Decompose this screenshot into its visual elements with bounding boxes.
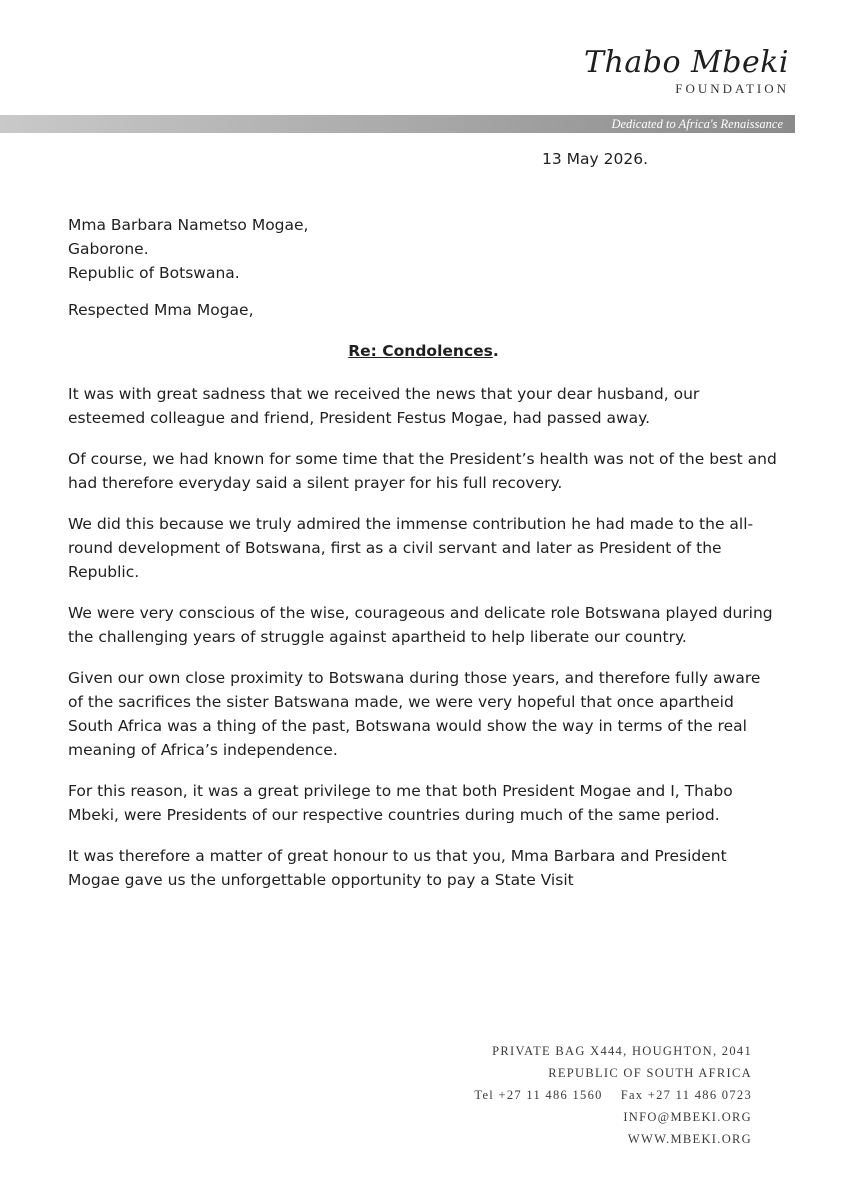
address-line: Republic of Botswana. bbox=[68, 264, 240, 282]
recipient-address bbox=[68, 213, 309, 285]
body-paragraph: We did this because we truly admired the immense contribution he had made to the all-round development of Botswana, first as a civil servant and later as President of the Republic. bbox=[68, 515, 754, 581]
body-paragraph: For this reason, it was a great privilege to me that both President Mogae and I, Thabo Mbeki, were Presidents of our respective countries during much of the same period. bbox=[68, 782, 733, 824]
address-line: Mma Barbara Nametso Mogae, bbox=[68, 216, 309, 234]
letter-date: 13 May 2026. bbox=[542, 150, 648, 168]
fax-number: Fax +27 11 486 0723 bbox=[620, 1088, 752, 1102]
contact-footer bbox=[474, 1040, 752, 1150]
subject-suffix: . bbox=[492, 342, 499, 360]
email-address: INFO@MBEKI.ORG bbox=[623, 1110, 752, 1124]
body-paragraph: Given our own close proximity to Botswana during those years, and therefore fully aware of the sacrifices the sister Batswana made, we were very hopeful that once apartheid South Africa was a thing of the past, Botswana would show the way in terms of the real meaning of Africa’s independence. bbox=[68, 669, 761, 759]
country-line: REPUBLIC OF SOUTH AFRICA bbox=[548, 1066, 752, 1080]
address-line: Gaborone. bbox=[68, 240, 149, 258]
website-address: WWW.MBEKI.ORG bbox=[627, 1132, 752, 1146]
subject-line bbox=[0, 342, 847, 360]
foundation-logo bbox=[584, 46, 789, 97]
body-paragraph: We were very conscious of the wise, courageous and delicate role Botswana played during the challenging years of struggle against apartheid to help liberate our country. bbox=[68, 604, 773, 646]
logo-signature-name: Thabo Mbeki bbox=[584, 45, 789, 80]
body-paragraph: It was with great sadness that we received the news that your dear husband, our esteemed colleague and friend, President Festus Mogae, had passed away. bbox=[68, 385, 700, 427]
body-paragraph: Of course, we had known for some time that the President’s health was not of the best and had therefore everyday said a silent prayer for his full recovery. bbox=[68, 450, 777, 492]
letter-body bbox=[68, 382, 780, 909]
subject-label: Re: Condolences bbox=[348, 342, 493, 360]
salutation: Respected Mma Mogae, bbox=[68, 301, 254, 319]
tagline-banner bbox=[0, 115, 795, 133]
tagline-text: Dedicated to Africa's Renaissance bbox=[611, 117, 783, 131]
logo-subtitle: FOUNDATION bbox=[675, 81, 789, 96]
body-paragraph: It was therefore a matter of great honour to us that you, Mma Barbara and President Mogae gave us the unforgettable opportunity to pay a State Visit bbox=[68, 847, 727, 889]
postal-address: PRIVATE BAG X444, HOUGHTON, 2041 bbox=[492, 1044, 752, 1058]
tel-number: Tel +27 11 486 1560 bbox=[474, 1088, 603, 1102]
phone-fax-line bbox=[474, 1084, 752, 1106]
